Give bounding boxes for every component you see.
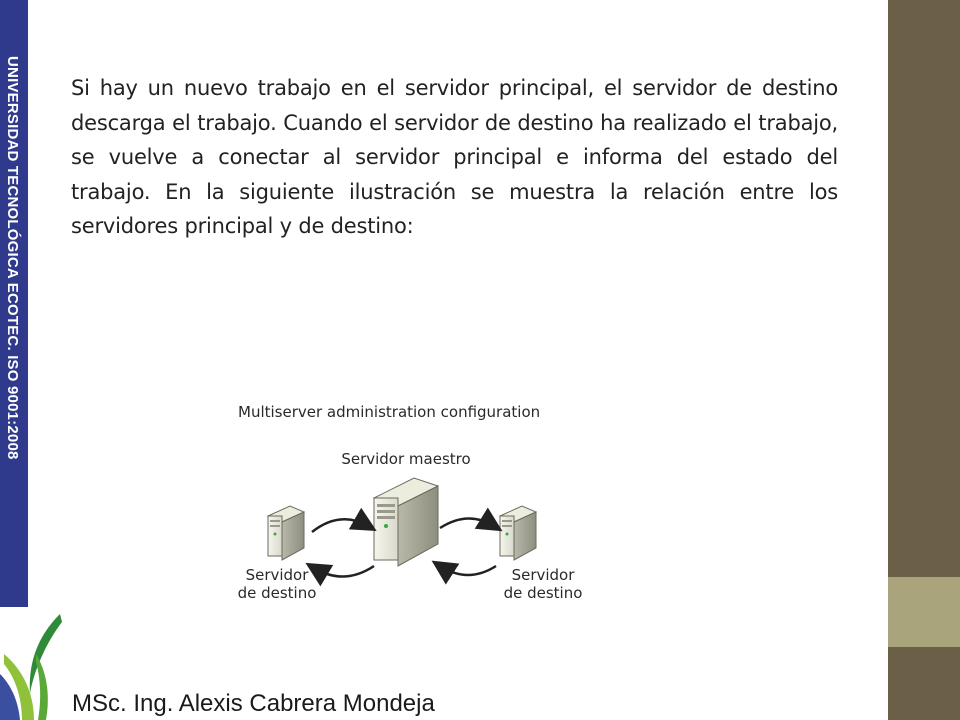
master-server-icon — [374, 478, 438, 566]
right-decor-middle — [888, 577, 960, 647]
left-target-label: Servidor de destino — [237, 566, 317, 602]
arrow-right-top — [440, 518, 494, 528]
author-name: MSc. Ing. Alexis Cabrera Mondeja — [72, 690, 435, 717]
university-name: UNIVERSIDAD TECNOLÓGICA ECOTEC. ISO 9001:2008 — [4, 56, 21, 460]
body-paragraph: Si hay un nuevo trabajo en el servidor principal, el servidor de destino descarga el trabajo. Cuando el servidor de destino ha realizado el trabajo, se vuelve a conectar al servidor principal e informa del estado del trabajo. En la siguiente ilustración se muestra la relación entre los servidores principal y de destino: — [71, 76, 838, 238]
right-target-server-icon — [500, 506, 536, 560]
arrow-left-top — [312, 519, 368, 532]
right-target-label: Servidor de destino — [503, 566, 583, 602]
left-target-server-icon — [268, 506, 304, 560]
right-decor-top — [888, 0, 960, 577]
arrow-right-bottom — [440, 566, 496, 575]
right-decor-bottom — [888, 647, 960, 720]
master-server-label: Servidor maestro — [341, 450, 471, 468]
diagram-title: Multiserver administration configuration — [238, 403, 541, 421]
ecotec-logo-icon — [0, 614, 70, 720]
university-side-band — [0, 0, 28, 607]
server-diagram — [228, 398, 608, 613]
